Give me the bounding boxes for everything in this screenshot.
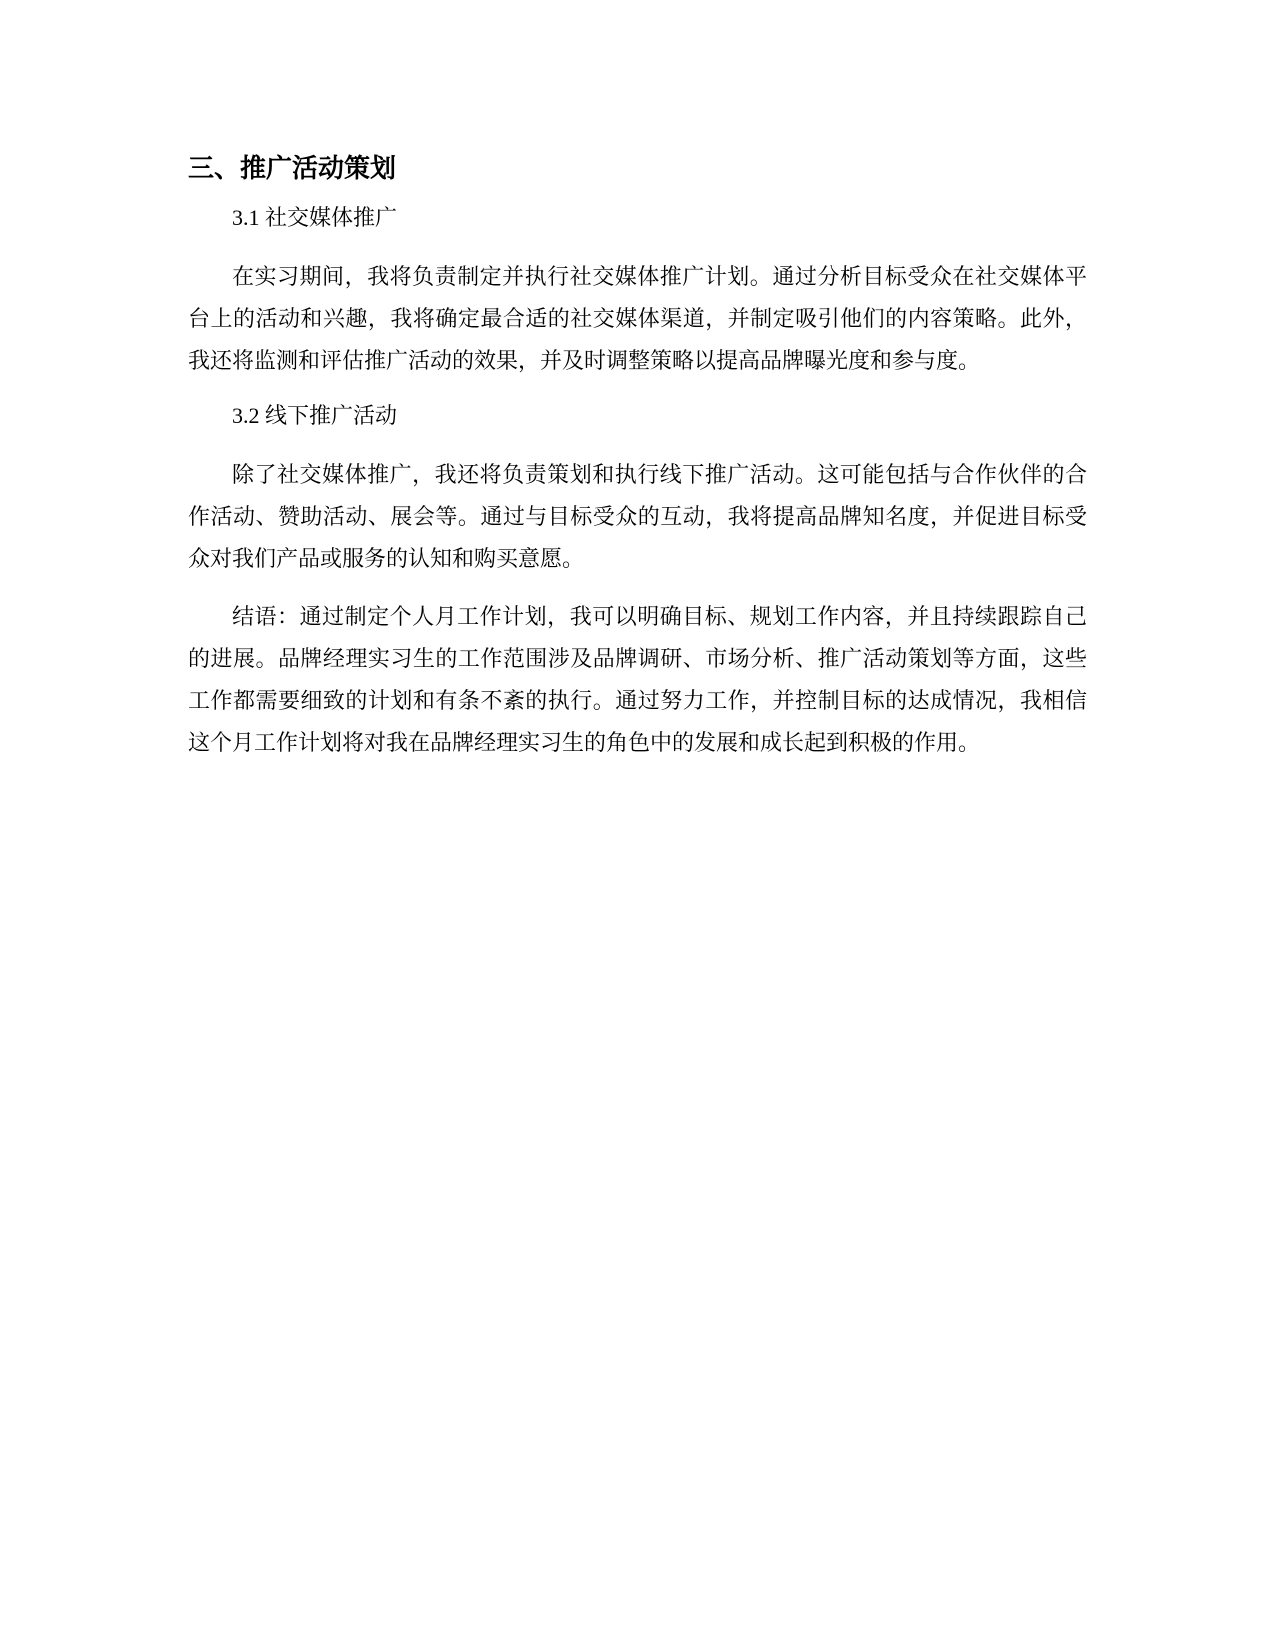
paragraph-social-media: 在实习期间，我将负责制定并执行社交媒体推广计划。通过分析目标受众在社交媒体平台上的活动和兴趣，我将确定最合适的社交媒体渠道，并制定吸引他们的内容策略。此外，我还将监测和评估推广活动的效果，并及时调整策略以提高品牌曝光度和参与度。 bbox=[188, 264, 1087, 373]
subsection-title-social-media: 3.1 社交媒体推广 bbox=[232, 205, 398, 230]
section-title: 三、推广活动策划 bbox=[188, 153, 397, 183]
paragraph-conclusion: 结语：通过制定个人月工作计划，我可以明确目标、规划工作内容，并且持续跟踪自己的进展。品牌经理实习生的工作范围涉及品牌调研、市场分析、推广活动策划等方面，这些工作都需要细致的计划和有条不紊的执行。通过努力工作，并控制目标的达成情况，我相信这个月工作计划将对我在品牌经理实习生的角色中的发展和成长起到积极的作用。 bbox=[188, 604, 1087, 755]
subsection-title-offline: 3.2 线下推广活动 bbox=[232, 403, 398, 428]
paragraph-offline: 除了社交媒体推广，我还将负责策划和执行线下推广活动。这可能包括与合作伙伴的合作活动、赞助活动、展会等。通过与目标受众的互动，我将提高品牌知名度，并促进目标受众对我们产品或服务的认知和购买意愿。 bbox=[188, 462, 1087, 571]
